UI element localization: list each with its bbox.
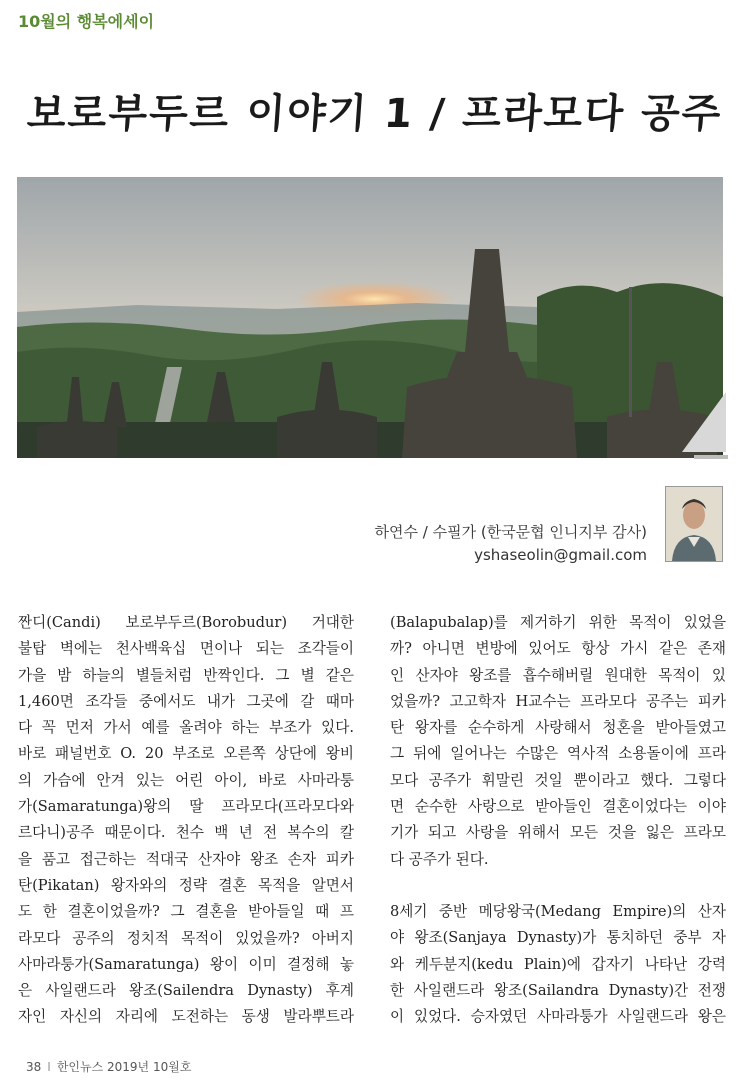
- body-line: 와 케두분지(kedu Plain)에 갑자기 나타난 강력: [390, 955, 726, 973]
- body-line: 이 있었다. 승자였던 사마라퉁가 사일랜드라 왕은: [390, 1008, 726, 1026]
- body-line: 었을까? 고고학자 H교수는 프라모다 공주는 피카: [390, 692, 726, 710]
- body-line: 불탑 벽에는 천사백육십 면이나 되는 조각들이: [18, 640, 354, 658]
- page-curl-shadow: [694, 455, 728, 459]
- body-line: 탄(Pikatan) 왕자와의 정략 결혼 목적을 알면서: [18, 876, 354, 894]
- borobudur-photo: [17, 177, 723, 458]
- body-line: 그 뒤에 일어나는 수많은 역사적 소용돌이에 프라: [390, 745, 726, 763]
- body-line: 을 품고 접근하는 적대국 산자야 왕조 손자 피카: [18, 850, 354, 868]
- body-line: 한 사일랜드라 왕조(Sailandra Dynasty)간 전쟁: [390, 981, 726, 999]
- page-number: 38: [26, 1060, 42, 1074]
- article-title: 보로부두르 이야기 1 / 프라모다 공주: [25, 91, 724, 137]
- issue-label: 한인뉴스 2019년 10월호: [56, 1060, 192, 1074]
- body-line: 다 꼭 먼저 가서 예를 올려야 하는 부조가 있다.: [18, 719, 354, 737]
- body-line: 다 공주가 된다.: [390, 850, 489, 868]
- section-header: 10월의 행복에세이: [18, 12, 155, 31]
- body-line: 1,460면 조각들 중에서도 내가 그곳에 갈 때마: [18, 692, 354, 710]
- footer-separator: I: [47, 1060, 51, 1074]
- page-curl-decoration: [682, 392, 726, 452]
- body-line: 가(Samaratunga)왕의 딸 프라모다(프라모다와: [18, 798, 354, 816]
- body-line: 라모다 공주의 정치적 목적이 있었을까? 아버지: [18, 929, 354, 947]
- author-portrait: [665, 486, 723, 562]
- body-line: 탄 왕자를 순수하게 사랑해서 청혼을 받아들였고: [390, 719, 726, 737]
- body-line: 은 사일랜드라 왕조(Sailendra Dynasty) 후계: [18, 982, 354, 1000]
- body-line: 도 한 결혼이었을까? 그 결혼을 받아들일 때 프: [18, 903, 354, 921]
- paragraph-gap: [390, 873, 726, 899]
- body-line: 기가 되고 사랑을 위해서 모든 것을 잃은 프라모: [390, 824, 726, 842]
- body-line: 자인 자신의 자리에 도전하는 동생 발라뿌트라: [18, 1008, 354, 1026]
- body-line: 야 왕조(Sanjaya Dynasty)가 통치하던 중부 자: [390, 929, 726, 947]
- body-line: 르다니)공주 때문이다. 천수 백 년 전 복수의 칼: [18, 824, 354, 842]
- body-column-left: [18, 610, 354, 1031]
- body-line: 가을 밤 하늘의 별들처럼 반짝인다. 그 별 같은: [18, 666, 354, 684]
- body-line: 면 순수한 사랑으로 받아들인 결혼이었다는 이야: [390, 798, 726, 816]
- body-line: 8세기 중반 메당왕국(Medang Empire)의 산자: [390, 902, 726, 920]
- body-line: 바로 패널번호 O. 20 부조로 오른쪽 상단에 왕비: [18, 745, 354, 763]
- page-footer: [26, 1058, 191, 1075]
- author-email: yshaseolin@gmail.com: [474, 546, 647, 564]
- body-line: 모다 공주가 휘말린 것일 뿐이라고 했다. 그렇다: [390, 771, 726, 789]
- body-line: (Balapubalap)를 제거하기 위한 목적이 있었을: [390, 614, 726, 631]
- author-name: 하연수 / 수필가 (한국문협 인니지부 감사): [374, 523, 647, 541]
- body-line: 인 산자야 왕조를 흡수해버릴 원대한 목적이 있: [390, 666, 726, 684]
- body-line: 까? 아니면 변방에 있어도 항상 가시 같은 존재: [390, 640, 726, 658]
- body-line: 짠디(Candi) 보로부두르(Borobudur) 거대한: [18, 614, 354, 631]
- body-column-right: [390, 610, 726, 1030]
- body-line: 의 가슴에 안겨 있는 어린 아이, 바로 사마라퉁: [18, 771, 354, 789]
- body-line: 사마라퉁가(Samaratunga) 왕이 이미 결정해 놓: [18, 955, 354, 973]
